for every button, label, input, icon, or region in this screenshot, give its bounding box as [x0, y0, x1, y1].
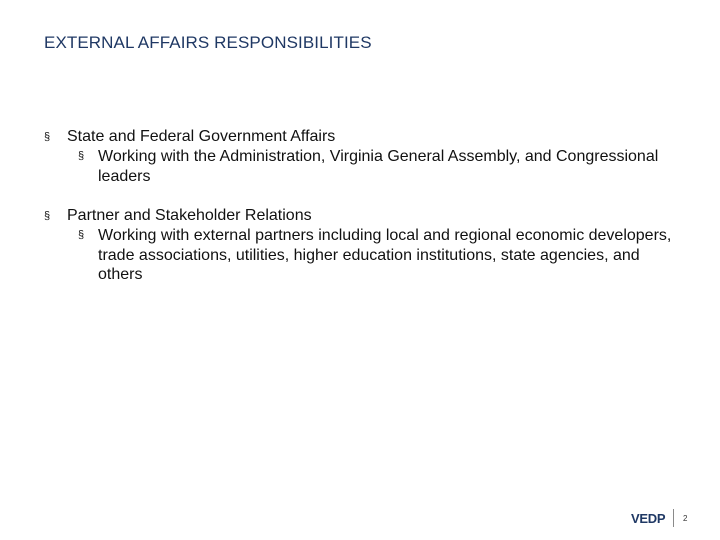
sub-bullet-marker: § — [78, 229, 85, 241]
bullet-item-stakeholder-relations — [44, 206, 684, 285]
slide-title: EXTERNAL AFFAIRS RESPONSIBILITIES — [44, 33, 372, 52]
bullet-level1 — [44, 206, 684, 226]
sub-bullet-marker: § — [78, 150, 85, 162]
bullet-marker: § — [44, 131, 51, 143]
bullet-item-government-affairs — [44, 127, 684, 186]
bullet-marker: § — [44, 210, 51, 222]
bullet-level1 — [44, 127, 684, 147]
sub-bullet-text: Working with the Administration, Virginia General Assembly, and Congressional leaders — [98, 148, 659, 185]
sub-bullet-level2 — [78, 226, 684, 285]
footer-divider — [673, 509, 674, 527]
bullet-text: Partner and Stakeholder Relations — [67, 207, 312, 224]
sub-bullet-text: Working with external partners including local and regional economic developers, trade associations, utilities, higher education institutions, state agencies, and others — [98, 227, 672, 283]
page-number: 2 — [683, 514, 688, 523]
sub-bullet-level2 — [78, 147, 684, 186]
bullet-text: State and Federal Government Affairs — [67, 128, 336, 145]
vedp-logo: VEDP — [631, 511, 666, 526]
